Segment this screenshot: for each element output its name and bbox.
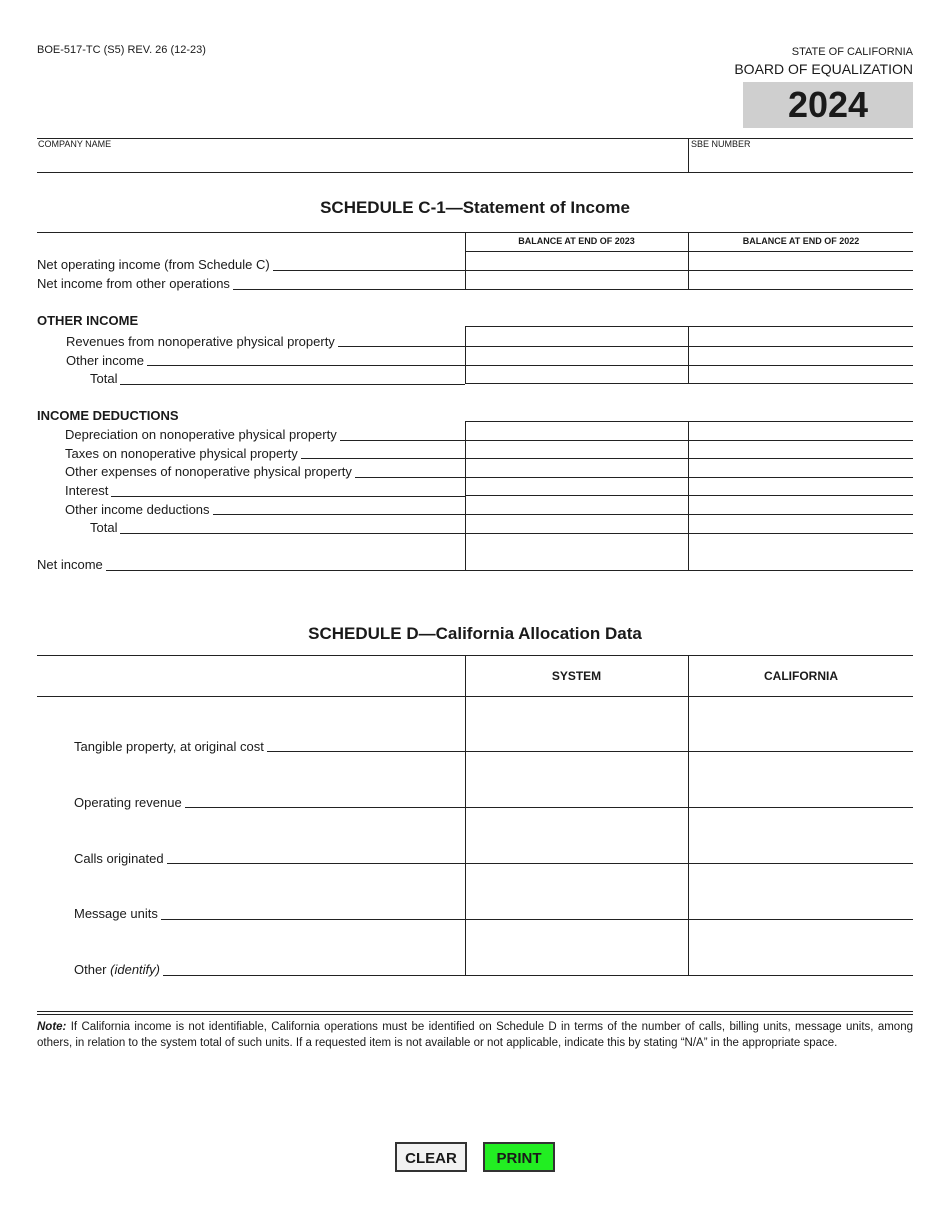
divider bbox=[688, 326, 689, 383]
state-label: STATE OF CALIFORNIA bbox=[791, 46, 913, 58]
divider bbox=[37, 1014, 913, 1015]
divider bbox=[688, 232, 689, 289]
divider bbox=[465, 365, 913, 366]
divider bbox=[465, 421, 466, 570]
row-other-identify bbox=[74, 962, 163, 977]
company-name-label: COMPANY NAME bbox=[38, 139, 112, 149]
message-units-california-input[interactable] bbox=[690, 865, 912, 918]
row-message-units: Message units bbox=[74, 906, 161, 921]
divider bbox=[465, 570, 913, 571]
clear-button[interactable]: CLEAR bbox=[395, 1142, 467, 1172]
divider bbox=[688, 138, 689, 172]
divider bbox=[465, 477, 913, 478]
calls-system-input[interactable] bbox=[467, 809, 687, 862]
row-taxes: Taxes on nonoperative physical property bbox=[65, 446, 301, 461]
note-text: If California income is not identifiable, California operations must be identified on Schedule D in terms of the number of calls, billing units, message units, among others, in relation to the system total of such units. If a requested item is not available or not applicable, indicate this by stating “N/A” in the appropriate space. bbox=[37, 1021, 913, 1049]
d-col-system: SYSTEM bbox=[551, 669, 602, 683]
operating-revenue-system-input[interactable] bbox=[467, 753, 687, 806]
form-id: BOE-517-TC (S5) REV. 26 (12-23) bbox=[37, 44, 206, 56]
d-col-california: CALIFORNIA bbox=[764, 669, 838, 683]
divider bbox=[465, 655, 466, 975]
income-deductions-heading: INCOME DEDUCTIONS bbox=[37, 408, 179, 423]
divider bbox=[465, 346, 913, 347]
row-total-deductions: Total bbox=[90, 520, 120, 535]
net-income-other-ops-2023-input[interactable] bbox=[467, 272, 687, 288]
other-system-input[interactable] bbox=[467, 921, 687, 974]
net-operating-income-2022-input[interactable] bbox=[690, 253, 912, 269]
operating-revenue-california-input[interactable] bbox=[690, 753, 912, 806]
divider bbox=[37, 232, 913, 233]
other-california-input[interactable] bbox=[690, 921, 912, 974]
row-other-income: Other income bbox=[66, 353, 147, 368]
other-income-heading: OTHER INCOME bbox=[37, 313, 139, 328]
divider bbox=[465, 270, 913, 271]
identify-label: (identify) bbox=[110, 962, 160, 977]
row-interest: Interest bbox=[65, 483, 111, 498]
divider bbox=[37, 138, 913, 139]
schedule-c1-title: SCHEDULE C-1—Statement of Income bbox=[320, 198, 630, 217]
row-net-income-other-ops: Net income from other operations bbox=[37, 276, 233, 291]
row-tangible-property: Tangible property, at original cost bbox=[74, 739, 267, 754]
divider bbox=[688, 655, 689, 975]
row-operating-revenue: Operating revenue bbox=[74, 795, 185, 810]
leader-line bbox=[74, 807, 913, 808]
divider bbox=[37, 172, 913, 173]
divider bbox=[465, 289, 913, 290]
c1-col-2023: BALANCE AT END OF 2023 bbox=[518, 236, 635, 246]
divider bbox=[465, 232, 466, 289]
leader-line bbox=[74, 863, 913, 864]
divider bbox=[465, 421, 913, 422]
company-name-input[interactable] bbox=[37, 150, 687, 171]
calls-california-input[interactable] bbox=[690, 809, 912, 862]
divider bbox=[37, 655, 913, 656]
leader-line bbox=[74, 975, 913, 976]
schedule-d-title: SCHEDULE D—California Allocation Data bbox=[308, 624, 642, 643]
divider bbox=[465, 458, 913, 459]
divider bbox=[37, 696, 913, 697]
tangible-california-input[interactable] bbox=[690, 698, 912, 750]
c1-col-2022: BALANCE AT END OF 2022 bbox=[742, 236, 860, 246]
leader-line bbox=[74, 919, 913, 920]
row-revenues-nonoperative: Revenues from nonoperative physical property bbox=[66, 334, 338, 349]
note bbox=[37, 1019, 913, 1051]
divider bbox=[465, 383, 913, 384]
row-depreciation: Depreciation on nonoperative physical property bbox=[65, 427, 340, 442]
sbe-number-label: SBE NUMBER bbox=[691, 139, 751, 149]
print-button[interactable]: PRINT bbox=[483, 1142, 555, 1172]
divider bbox=[465, 440, 913, 441]
other-label: Other bbox=[74, 962, 107, 977]
leader-line bbox=[90, 533, 465, 534]
row-total-other-income: Total bbox=[90, 371, 120, 386]
leader-line bbox=[65, 496, 465, 497]
tax-year: 2024 bbox=[743, 82, 913, 128]
divider bbox=[465, 326, 913, 327]
row-calls-originated: Calls originated bbox=[74, 851, 167, 866]
divider bbox=[465, 326, 466, 383]
divider bbox=[465, 251, 913, 252]
message-units-system-input[interactable] bbox=[467, 865, 687, 918]
row-other-expenses: Other expenses of nonoperative physical property bbox=[65, 464, 355, 479]
leader-line bbox=[90, 384, 465, 385]
tangible-system-input[interactable] bbox=[467, 698, 687, 750]
divider bbox=[465, 514, 913, 515]
row-net-operating-income: Net operating income (from Schedule C) bbox=[37, 257, 273, 272]
note-label: Note: bbox=[37, 1021, 67, 1033]
row-net-income: Net income bbox=[37, 557, 106, 572]
board-label: BOARD OF EQUALIZATION bbox=[734, 61, 913, 77]
row-other-deductions: Other income deductions bbox=[65, 502, 213, 517]
sbe-number-input[interactable] bbox=[690, 150, 912, 171]
divider bbox=[688, 421, 689, 570]
divider bbox=[465, 495, 913, 496]
divider bbox=[37, 1011, 913, 1012]
net-income-other-ops-2022-input[interactable] bbox=[690, 272, 912, 288]
divider bbox=[465, 533, 913, 534]
net-operating-income-2023-input[interactable] bbox=[467, 253, 687, 269]
